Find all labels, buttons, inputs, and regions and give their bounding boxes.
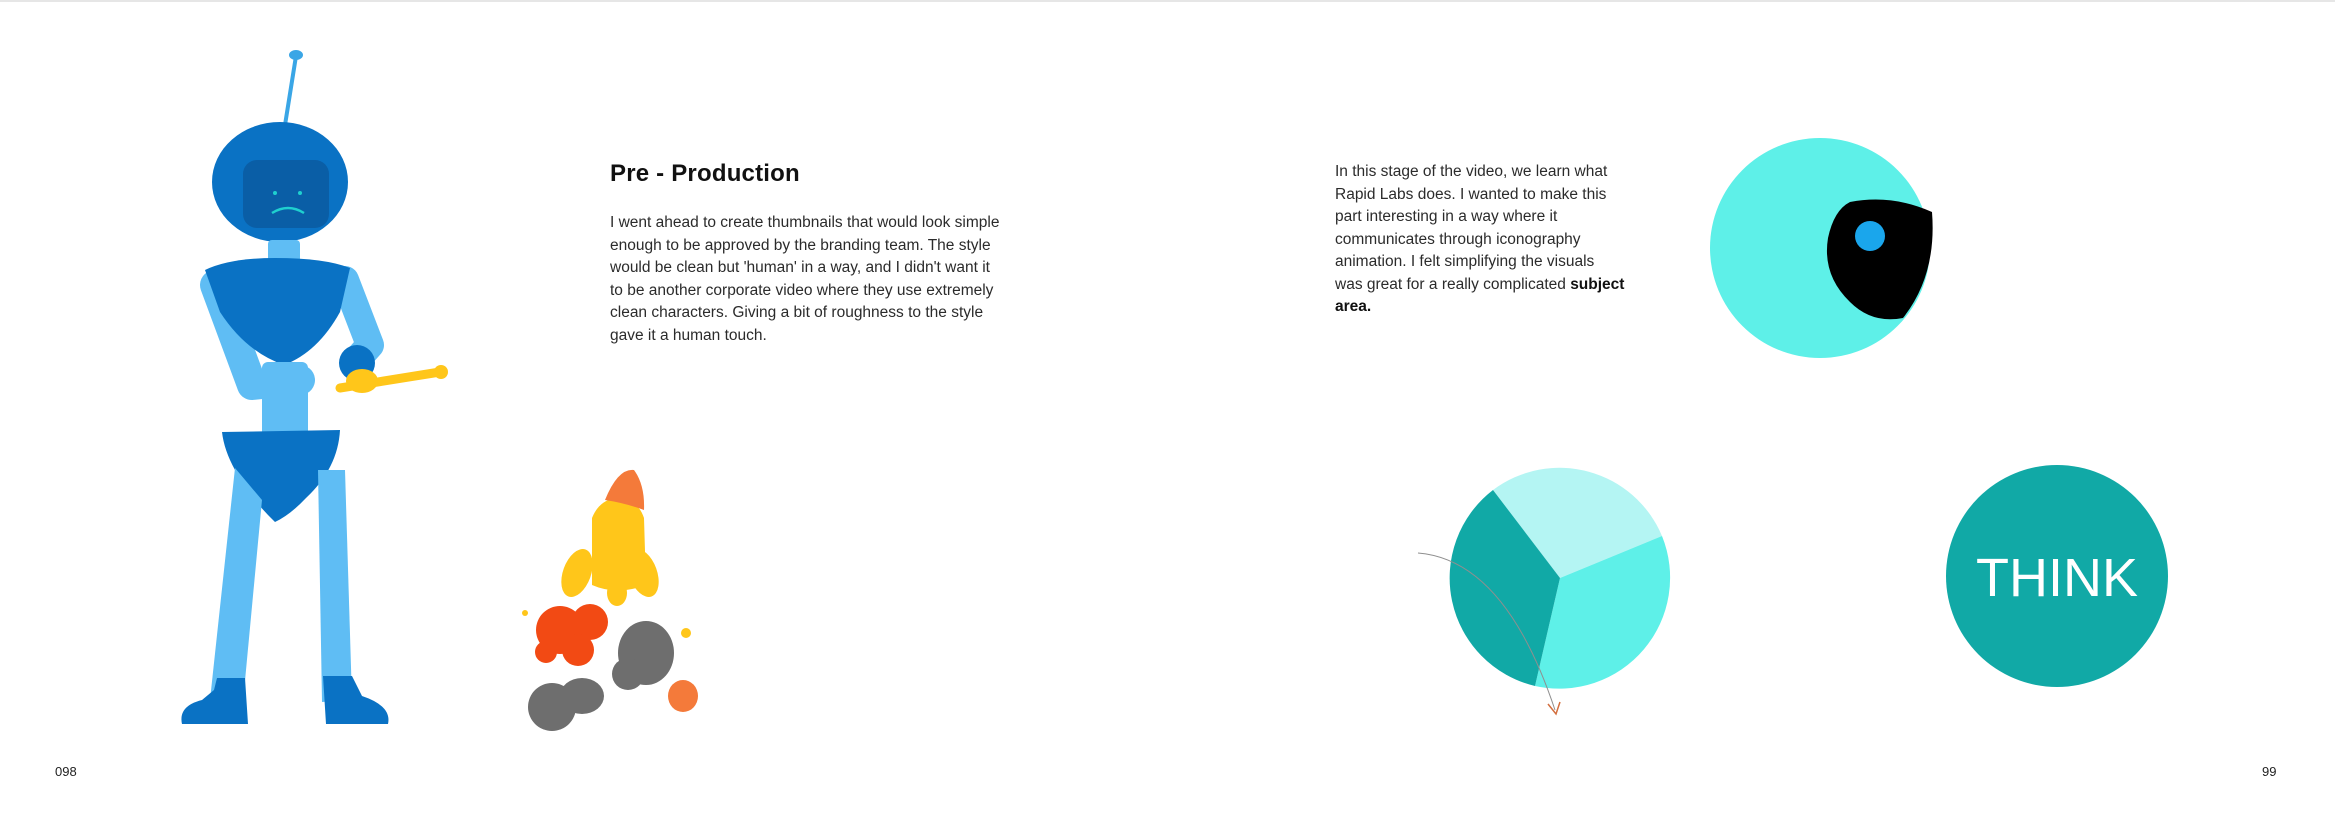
right-body-intro: In this stage of the video, we learn what Rapid Labs does. I wanted to make this part interesting in a way where it communicates through iconography animation. I felt simplifying the visuals was great for a really complicated xyxy=(1335,163,1608,293)
right-body-emphasis: subject area. xyxy=(1335,275,1625,315)
section-heading: Pre - Production xyxy=(610,160,800,187)
right-body-text xyxy=(1335,161,1625,319)
pie-illustration xyxy=(1415,460,1675,725)
page-number-left: 098 xyxy=(55,764,77,779)
eye-illustration xyxy=(1705,132,1945,364)
robot-illustration xyxy=(170,40,470,740)
left-body-text: I went ahead to create thumbnails that would look simple enough to be approved by the branding team. The style would be clean but 'human' in a way, and I didn't want it to be another corporate video where they use extremely clean characters. Giving a bit of roughness to the style gave it a human touch. xyxy=(610,214,1000,344)
page-number-right: 99 xyxy=(2262,764,2277,779)
think-label: THINK xyxy=(1976,548,2138,608)
top-border xyxy=(0,0,2335,2)
think-illustration xyxy=(1945,464,2169,688)
rocket-illustration xyxy=(520,465,710,735)
